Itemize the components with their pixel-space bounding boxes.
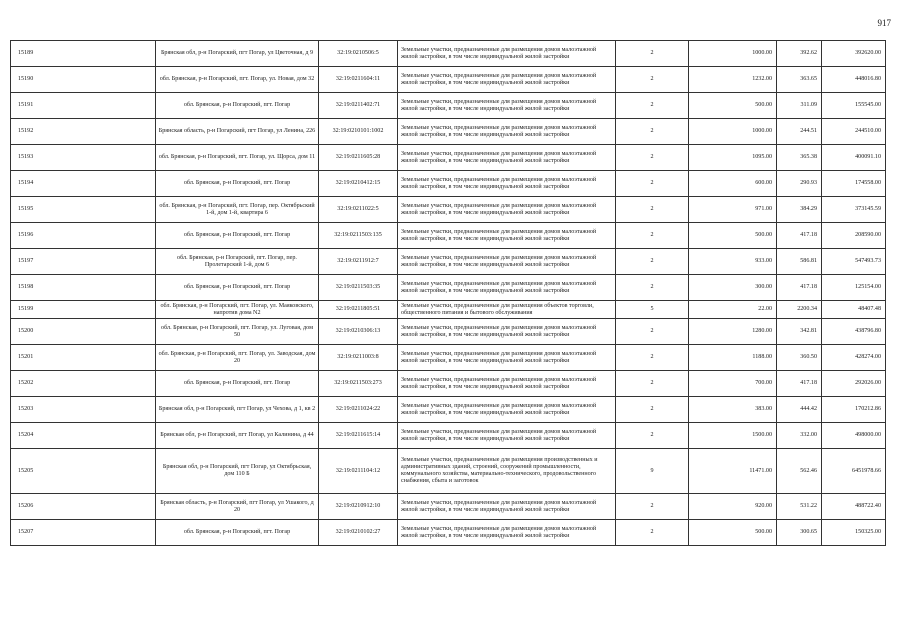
use-group-cell: 2 [616, 520, 689, 546]
area-cell: 1095.00 [689, 145, 777, 171]
cadastral-number-cell: 32:19:0211022:5 [319, 197, 398, 223]
table-row [11, 397, 886, 423]
cadastral-value-cell: 48407.48 [822, 301, 886, 319]
cadastral-number-cell: 32:19:0211503:35 [319, 275, 398, 301]
use-group-cell: 2 [616, 319, 689, 345]
cadastral-number-cell: 32:19:0211402:71 [319, 93, 398, 119]
cadastral-table [10, 40, 886, 546]
specific-value-cell: 392.62 [777, 41, 822, 67]
area-cell: 1280.00 [689, 319, 777, 345]
row-id-cell: 15199 [11, 301, 156, 319]
cadastral-value-cell: 400091.10 [822, 145, 886, 171]
table-row [11, 301, 886, 319]
table-row [11, 41, 886, 67]
row-id-cell: 15197 [11, 249, 156, 275]
address-cell: обл. Брянская, р-н Погарский, пгт. Погар, ул. Маяковского, напротив дома N2 [156, 301, 319, 319]
use-group-cell: 2 [616, 93, 689, 119]
cadastral-value-cell: 174558.00 [822, 171, 886, 197]
specific-value-cell: 2200.34 [777, 301, 822, 319]
specific-value-cell: 290.93 [777, 171, 822, 197]
cadastral-value-cell: 150325.00 [822, 520, 886, 546]
row-id-cell: 15207 [11, 520, 156, 546]
address-cell: обл. Брянская, р-н Погарский, пгт. Погар [156, 93, 319, 119]
cadastral-number-cell: 32:19:0210102:27 [319, 520, 398, 546]
land-use-cell: Земельные участки, предназначенные для размещения домов малоэтажной жилой застройки, в том числе индивидуальной жилой застройки [398, 423, 616, 449]
area-cell: 1000.00 [689, 119, 777, 145]
use-group-cell: 2 [616, 145, 689, 171]
land-use-cell: Земельные участки, предназначенные для размещения производственных и административных зданий, строений, сооружений промышленности, коммунального хозяйства, материально-технического, продовольственного снабжения, сбыта и заготовок [398, 449, 616, 494]
use-group-cell: 2 [616, 171, 689, 197]
area-cell: 500.00 [689, 223, 777, 249]
address-cell: обл. Брянская, р-н Погарский, пгт. Погар, ул. Заводская, дом 20 [156, 345, 319, 371]
specific-value-cell: 311.09 [777, 93, 822, 119]
use-group-cell: 2 [616, 197, 689, 223]
cadastral-number-cell: 32:19:0211615:14 [319, 423, 398, 449]
address-cell: Брянская обл, р-н Погарский, пгт Погар, ул Калинина, д 44 [156, 423, 319, 449]
row-id-cell: 15200 [11, 319, 156, 345]
use-group-cell: 2 [616, 223, 689, 249]
table-row [11, 423, 886, 449]
table-row [11, 67, 886, 93]
address-cell: Брянская область, р-н Погарский, пгт Погар, ул Ушакого, д 20 [156, 494, 319, 520]
cadastral-value-cell: 292026.00 [822, 371, 886, 397]
table-row [11, 319, 886, 345]
area-cell: 1188.00 [689, 345, 777, 371]
cadastral-value-cell: 373145.59 [822, 197, 886, 223]
area-cell: 1000.00 [689, 41, 777, 67]
use-group-cell: 2 [616, 275, 689, 301]
use-group-cell: 5 [616, 301, 689, 319]
row-id-cell: 15206 [11, 494, 156, 520]
row-id-cell: 15202 [11, 371, 156, 397]
row-id-cell: 15196 [11, 223, 156, 249]
area-cell: 300.00 [689, 275, 777, 301]
specific-value-cell: 444.42 [777, 397, 822, 423]
specific-value-cell: 417.18 [777, 275, 822, 301]
area-cell: 383.00 [689, 397, 777, 423]
table-body [11, 41, 886, 546]
cadastral-value-cell: 170212.86 [822, 397, 886, 423]
cadastral-value-cell: 392620.00 [822, 41, 886, 67]
specific-value-cell: 417.18 [777, 223, 822, 249]
specific-value-cell: 384.29 [777, 197, 822, 223]
table-row [11, 449, 886, 494]
cadastral-value-cell: 244510.00 [822, 119, 886, 145]
area-cell: 11471.00 [689, 449, 777, 494]
cadastral-value-cell: 448016.80 [822, 67, 886, 93]
cadastral-value-cell: 208590.00 [822, 223, 886, 249]
area-cell: 500.00 [689, 93, 777, 119]
specific-value-cell: 342.81 [777, 319, 822, 345]
cadastral-value-cell: 547493.73 [822, 249, 886, 275]
land-use-cell: Земельные участки, предназначенные для размещения домов малоэтажной жилой застройки, в том числе индивидуальной жилой застройки [398, 67, 616, 93]
row-id-cell: 15192 [11, 119, 156, 145]
use-group-cell: 2 [616, 41, 689, 67]
table-row [11, 171, 886, 197]
land-use-cell: Земельные участки, предназначенные для размещения домов малоэтажной жилой застройки, в том числе индивидуальной жилой застройки [398, 319, 616, 345]
table-row [11, 520, 886, 546]
land-use-cell: Земельные участки, предназначенные для размещения домов малоэтажной жилой застройки, в том числе индивидуальной жилой застройки [398, 145, 616, 171]
cadastral-number-cell: 32:19:0210306:13 [319, 319, 398, 345]
cadastral-number-cell: 32:19:0211503:273 [319, 371, 398, 397]
address-cell: Брянская обл, р-н Погарский, пгт Погар, ул Цветочная, д 9 [156, 41, 319, 67]
row-id-cell: 15191 [11, 93, 156, 119]
row-id-cell: 15189 [11, 41, 156, 67]
row-id-cell: 15201 [11, 345, 156, 371]
table-row [11, 249, 886, 275]
land-use-cell: Земельные участки, предназначенные для размещения домов малоэтажной жилой застройки, в том числе индивидуальной жилой застройки [398, 197, 616, 223]
land-use-cell: Земельные участки, предназначенные для размещения домов малоэтажной жилой застройки, в том числе индивидуальной жилой застройки [398, 520, 616, 546]
land-use-cell: Земельные участки, предназначенные для размещения домов малоэтажной жилой застройки, в том числе индивидуальной жилой застройки [398, 41, 616, 67]
cadastral-value-cell: 438796.80 [822, 319, 886, 345]
table-row [11, 345, 886, 371]
address-cell: обл. Брянская, р-н Погарский, пгт. Погар, ул. Луговая, дом 50 [156, 319, 319, 345]
use-group-cell: 2 [616, 119, 689, 145]
use-group-cell: 2 [616, 423, 689, 449]
specific-value-cell: 300.65 [777, 520, 822, 546]
use-group-cell: 9 [616, 449, 689, 494]
cadastral-number-cell: 32:19:0211024:22 [319, 397, 398, 423]
table-row [11, 93, 886, 119]
specific-value-cell: 562.46 [777, 449, 822, 494]
specific-value-cell: 531.22 [777, 494, 822, 520]
cadastral-value-cell: 6451978.66 [822, 449, 886, 494]
cadastral-number-cell: 32:19:0211104:12 [319, 449, 398, 494]
land-use-cell: Земельные участки, предназначенные для размещения объектов торговли, общественного питания и бытового обслуживания [398, 301, 616, 319]
specific-value-cell: 244.51 [777, 119, 822, 145]
specific-value-cell: 360.50 [777, 345, 822, 371]
use-group-cell: 2 [616, 397, 689, 423]
cadastral-number-cell: 32:19:0211604:11 [319, 67, 398, 93]
table-row [11, 371, 886, 397]
table-row [11, 275, 886, 301]
address-cell: обл. Брянская, р-н Погарский, пгт. Погар [156, 223, 319, 249]
specific-value-cell: 363.65 [777, 67, 822, 93]
cadastral-value-cell: 155545.00 [822, 93, 886, 119]
row-id-cell: 15205 [11, 449, 156, 494]
land-use-cell: Земельные участки, предназначенные для размещения домов малоэтажной жилой застройки, в том числе индивидуальной жилой застройки [398, 119, 616, 145]
address-cell: обл. Брянская, р-н Погарский, пгт. Погар, ул. Новая, дом 32 [156, 67, 319, 93]
area-cell: 971.00 [689, 197, 777, 223]
specific-value-cell: 332.00 [777, 423, 822, 449]
cadastral-number-cell: 32:19:0211605:28 [319, 145, 398, 171]
address-cell: обл. Брянская, р-н Погарский, пгт. Погар, пер. Пролетарский 1-й, дом 6 [156, 249, 319, 275]
cadastral-number-cell: 32:19:0211003:8 [319, 345, 398, 371]
cadastral-number-cell: 32:19:0210412:15 [319, 171, 398, 197]
specific-value-cell: 586.81 [777, 249, 822, 275]
area-cell: 920.00 [689, 494, 777, 520]
area-cell: 22.00 [689, 301, 777, 319]
row-id-cell: 15198 [11, 275, 156, 301]
table-row [11, 145, 886, 171]
table-row [11, 197, 886, 223]
address-cell: обл. Брянская, р-н Погарский, пгт. Погар [156, 520, 319, 546]
address-cell: Брянская область, р-н Погарский, пгт Погар, ул Ленина, 226 [156, 119, 319, 145]
address-cell: обл. Брянская, р-н Погарский, пгт. Погар [156, 371, 319, 397]
cadastral-value-cell: 125154.00 [822, 275, 886, 301]
cadastral-value-cell: 428274.00 [822, 345, 886, 371]
cadastral-number-cell: 32:19:0211805:51 [319, 301, 398, 319]
land-use-cell: Земельные участки, предназначенные для размещения домов малоэтажной жилой застройки, в том числе индивидуальной жилой застройки [398, 275, 616, 301]
row-id-cell: 15204 [11, 423, 156, 449]
cadastral-number-cell: 32:19:0210506:5 [319, 41, 398, 67]
cadastral-value-cell: 488722.40 [822, 494, 886, 520]
specific-value-cell: 365.38 [777, 145, 822, 171]
cadastral-value-cell: 498000.00 [822, 423, 886, 449]
cadastral-number-cell: 32:19:0210101:1002 [319, 119, 398, 145]
page-number: 917 [877, 18, 891, 28]
specific-value-cell: 417.18 [777, 371, 822, 397]
use-group-cell: 2 [616, 371, 689, 397]
land-use-cell: Земельные участки, предназначенные для размещения домов малоэтажной жилой застройки, в том числе индивидуальной жилой застройки [398, 93, 616, 119]
use-group-cell: 2 [616, 494, 689, 520]
row-id-cell: 15193 [11, 145, 156, 171]
table-row [11, 494, 886, 520]
area-cell: 1500.00 [689, 423, 777, 449]
table-row [11, 223, 886, 249]
land-use-cell: Земельные участки, предназначенные для размещения домов малоэтажной жилой застройки, в том числе индивидуальной жилой застройки [398, 249, 616, 275]
land-use-cell: Земельные участки, предназначенные для размещения домов малоэтажной жилой застройки, в том числе индивидуальной жилой застройки [398, 223, 616, 249]
use-group-cell: 2 [616, 249, 689, 275]
land-use-cell: Земельные участки, предназначенные для размещения домов малоэтажной жилой застройки, в том числе индивидуальной жилой застройки [398, 371, 616, 397]
area-cell: 500.00 [689, 520, 777, 546]
table-row [11, 119, 886, 145]
address-cell: обл. Брянская, р-н Погарский, пгт. Погар, ул. Щорса, дом 11 [156, 145, 319, 171]
row-id-cell: 15190 [11, 67, 156, 93]
address-cell: обл. Брянская, р-н Погарский, пгт. Погар, пер. Октябрьский 1-й, дом 1-й, квартира 6 [156, 197, 319, 223]
use-group-cell: 2 [616, 67, 689, 93]
address-cell: Брянская обл, р-н Погарский, пгт Погар, ул Чехова, д 1, кв 2 [156, 397, 319, 423]
address-cell: обл. Брянская, р-н Погарский, пгт. Погар [156, 275, 319, 301]
cadastral-number-cell: 32:19:0211912:7 [319, 249, 398, 275]
land-use-cell: Земельные участки, предназначенные для размещения домов малоэтажной жилой застройки, в том числе индивидуальной жилой застройки [398, 171, 616, 197]
address-cell: обл. Брянская, р-н Погарский, пгт. Погар [156, 171, 319, 197]
land-use-cell: Земельные участки, предназначенные для размещения домов малоэтажной жилой застройки, в том числе индивидуальной жилой застройки [398, 397, 616, 423]
land-use-cell: Земельные участки, предназначенные для размещения домов малоэтажной жилой застройки, в том числе индивидуальной жилой застройки [398, 345, 616, 371]
row-id-cell: 15194 [11, 171, 156, 197]
cadastral-number-cell: 32:19:0210912:10 [319, 494, 398, 520]
area-cell: 600.00 [689, 171, 777, 197]
land-use-cell: Земельные участки, предназначенные для размещения домов малоэтажной жилой застройки, в том числе индивидуальной жилой застройки [398, 494, 616, 520]
address-cell: Брянская обл, р-н Погарский, пгт Погар, ул Октябрьская, дом 110 Б [156, 449, 319, 494]
area-cell: 700.00 [689, 371, 777, 397]
area-cell: 933.00 [689, 249, 777, 275]
row-id-cell: 15203 [11, 397, 156, 423]
area-cell: 1232.00 [689, 67, 777, 93]
cadastral-number-cell: 32:19:0211503:135 [319, 223, 398, 249]
use-group-cell: 2 [616, 345, 689, 371]
row-id-cell: 15195 [11, 197, 156, 223]
